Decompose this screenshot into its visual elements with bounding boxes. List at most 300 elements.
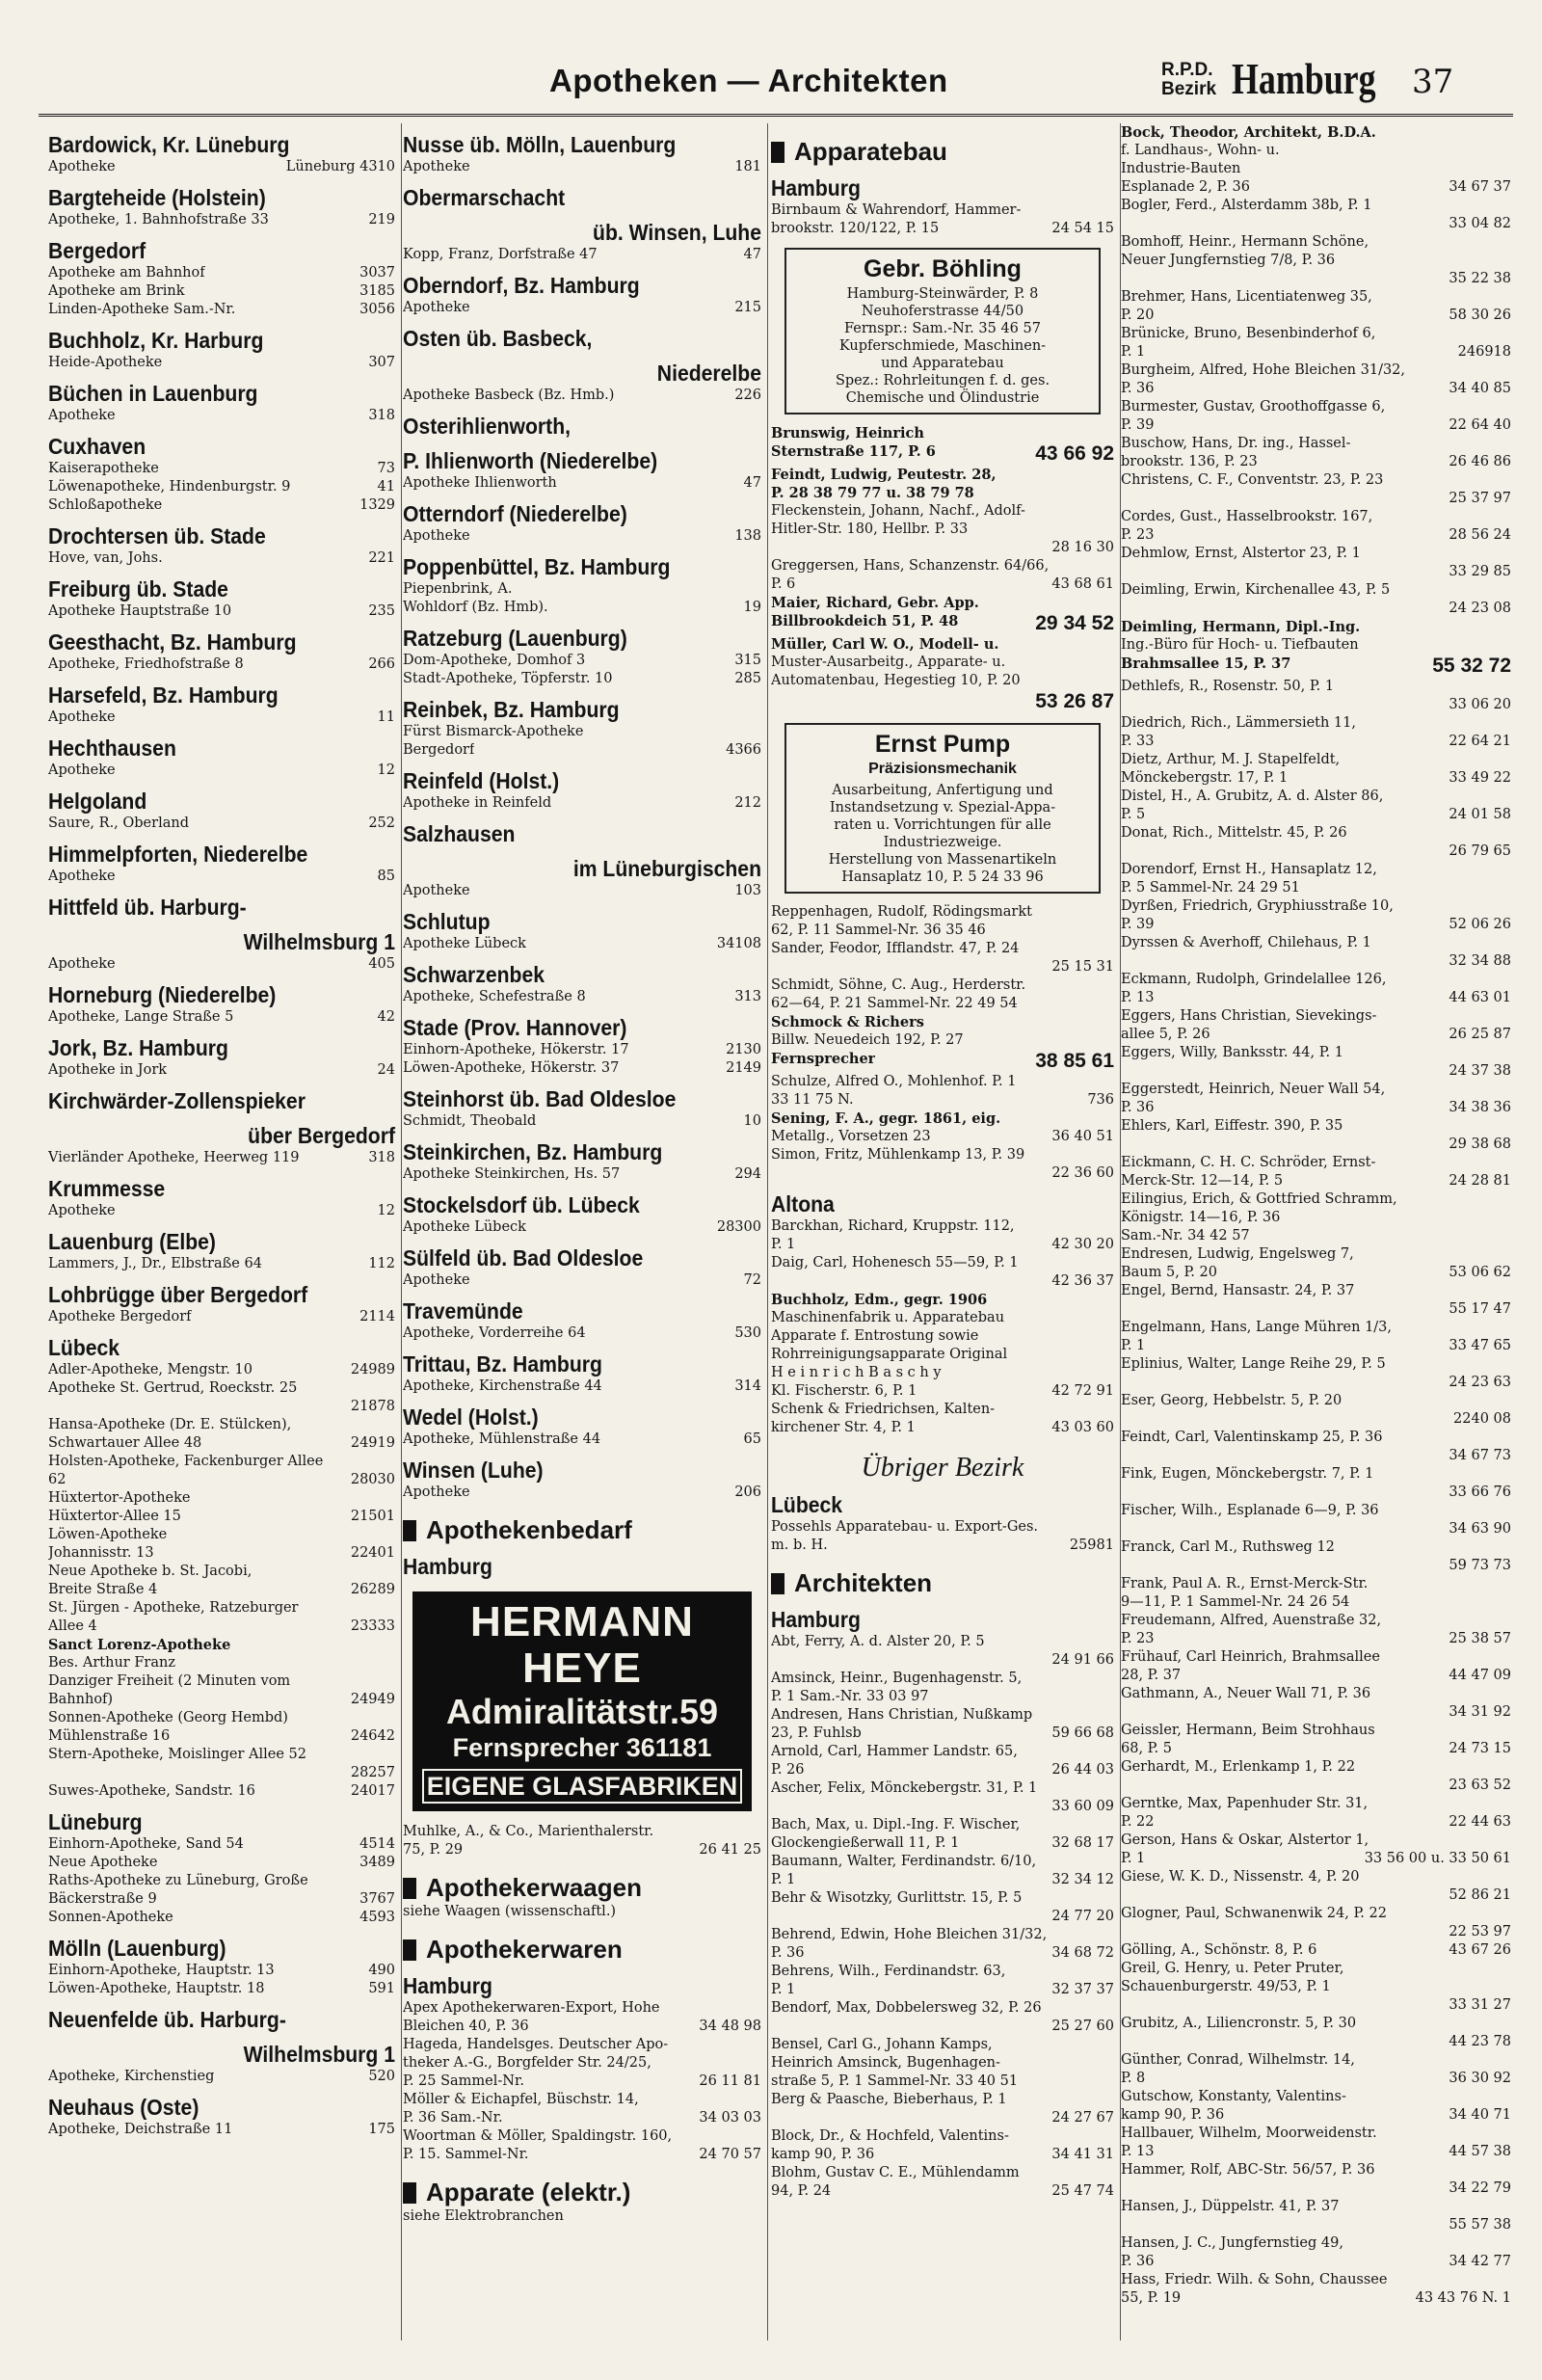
listing-line — [1121, 879, 1511, 897]
listing-line — [48, 1361, 395, 1379]
listing-text: Apotheke, Kirchenstieg — [48, 2069, 215, 2084]
listing-number — [756, 2054, 761, 2072]
listing-text: Apotheke — [403, 883, 470, 898]
listing-number: 72 — [743, 1272, 761, 1288]
listing-text: Dethlefs, R., Rosenstr. 50, P. 1 — [1121, 679, 1335, 694]
listing-text: Buschow, Hans, Dr. ing., Hassel- — [1121, 436, 1351, 451]
listing-line — [1121, 989, 1511, 1007]
listing-line — [771, 1254, 1114, 1272]
listing-number — [1505, 1832, 1511, 1850]
listing-number: 34 22 79 — [1449, 2180, 1511, 2196]
listing-text: Apotheke Ihlienworth — [403, 475, 557, 491]
listing-line — [771, 2072, 1114, 2091]
listing-number: 24 77 20 — [1051, 1909, 1114, 1924]
place-heading: Reinfeld (Holst.) — [403, 768, 560, 793]
listing-line — [1121, 971, 1511, 989]
listing-line — [771, 594, 1114, 612]
listing-number: 22 44 63 — [1449, 1814, 1511, 1830]
listing-line — [403, 580, 761, 599]
listing-line — [48, 655, 395, 674]
listing-line — [771, 1346, 1114, 1364]
listing-text: P. 36 — [1121, 1100, 1155, 1115]
listing-text: Apotheke — [48, 762, 116, 778]
listing-line — [771, 1013, 1114, 1031]
column-1 — [48, 123, 402, 2340]
listing-number: 28300 — [716, 1219, 761, 1235]
listing-number — [756, 580, 761, 599]
listing-number: 26 11 81 — [699, 2073, 761, 2089]
listing-line — [1121, 343, 1511, 361]
listing-line — [1121, 1538, 1511, 1557]
listing-number — [389, 1672, 395, 1691]
listing-text: Gerhardt, M., Erlenkamp 1, P. 22 — [1121, 1759, 1356, 1775]
listing-line — [403, 723, 761, 741]
listing-line — [771, 612, 1114, 635]
listing-number — [389, 1872, 395, 1890]
listing-number: 33 47 65 — [1449, 1338, 1511, 1353]
listing-line — [771, 1364, 1114, 1382]
listing-number: 24 23 63 — [1449, 1375, 1511, 1390]
listing-line — [1121, 1081, 1511, 1099]
listing-line — [48, 301, 395, 319]
listing-line — [1121, 1960, 1511, 1978]
listing-line — [771, 1633, 1114, 1651]
listing-number: 28 56 24 — [1449, 527, 1511, 543]
listing-line — [48, 1654, 395, 1672]
place-heading: Bargteheide (Holstein) — [48, 185, 266, 210]
listing-text: P. 1 Sam.-Nr. 33 03 97 — [771, 1689, 929, 1704]
listing-number — [1505, 1795, 1511, 1813]
listing-number — [1108, 484, 1114, 502]
listing-number: 43 67 26 — [1449, 1942, 1511, 1958]
listing-number — [1108, 1401, 1114, 1419]
listing-number: 2240 08 — [1453, 1411, 1511, 1427]
listing-text: Brünicke, Bruno, Besenbinderhof 6, — [1121, 326, 1376, 341]
listing-text: Schmock & Richers — [771, 1014, 924, 1030]
listing-number: 32 34 12 — [1051, 1872, 1114, 1887]
listing-line — [48, 1782, 395, 1801]
listing-line — [1121, 1245, 1511, 1264]
listing-text: Baumann, Walter, Ferdinandstr. 6/10, — [771, 1854, 1037, 1869]
listing-text: kamp 90, P. 36 — [1121, 2107, 1225, 2123]
listing-number: 34 67 37 — [1449, 179, 1511, 195]
listing-text: P. 39 — [1121, 917, 1155, 932]
listing-text: Raths-Apotheke zu Lüneburg, Große — [48, 1873, 308, 1888]
listing-line — [48, 1962, 395, 1980]
listing-line — [1121, 751, 1511, 769]
listing-text: kamp 90, P. 36 — [771, 2147, 875, 2162]
listing-number — [1108, 1073, 1114, 1091]
listing-number: 55 17 47 — [1449, 1301, 1511, 1317]
listing-text: P. 1 — [771, 1872, 796, 1887]
listing-line — [1121, 2125, 1511, 2143]
listing-text: Stern-Apotheke, Moislinger Allee 52 — [48, 1747, 306, 1762]
listing-number: 314 — [734, 1378, 761, 1394]
listing-number — [389, 1453, 395, 1471]
listing-text: Bensel, Carl G., Johann Kamps, — [771, 2037, 993, 2052]
place-heading: Lohbrügge über Bergedorf — [48, 1282, 308, 1307]
listing-number — [1505, 636, 1511, 655]
listing-text: H e i n r i c h B a s c h y — [771, 1365, 942, 1380]
listing-line — [1121, 733, 1511, 751]
listing-number — [1505, 1355, 1511, 1374]
listing-line — [771, 1272, 1114, 1291]
listing-number — [1108, 1688, 1114, 1706]
listing-number: 24 — [377, 1062, 395, 1078]
listing-text: Deimling, Hermann, Dipl.-Ing. — [1121, 619, 1361, 635]
listing-line — [1121, 1282, 1511, 1300]
listing-line — [48, 1544, 395, 1563]
listing-line — [1121, 1099, 1511, 1117]
listing-number — [1505, 2198, 1511, 2216]
listing-text: Sam.-Nr. 34 42 57 — [1121, 1228, 1250, 1243]
listing-number — [1108, 1926, 1114, 1944]
listing-line — [1121, 788, 1511, 806]
listing-number — [1108, 557, 1114, 575]
section-title: Apparatebau — [794, 137, 947, 166]
listing-text: Eggerstedt, Heinrich, Neuer Wall 54, — [1121, 1082, 1386, 1097]
listing-number — [1108, 2127, 1114, 2146]
listing-text: Metallg., Vorsetzen 23 — [771, 1129, 931, 1144]
listing-line — [1121, 1630, 1511, 1648]
listing-text: Esplanade 2, P. 36 — [1121, 179, 1250, 195]
listing-number: 12 — [377, 762, 395, 778]
listing-number: 43 43 76 N. 1 — [1415, 2290, 1511, 2306]
listing-line — [1121, 1410, 1511, 1429]
listing-number — [1108, 2072, 1114, 2091]
listing-line — [1121, 2051, 1511, 2070]
listing-number: 3489 — [359, 1855, 395, 1870]
place-heading: Cuxhaven — [48, 434, 146, 459]
listing-number — [1108, 672, 1114, 690]
listing-line — [1121, 842, 1511, 861]
listing-text: Burgheim, Alfred, Hohe Bleichen 31/32, — [1121, 362, 1406, 378]
listing-text: Amsinck, Heinr., Bugenhagenstr. 5, — [771, 1671, 1023, 1686]
listing-text: Apotheke — [48, 408, 116, 423]
advert-line: Neuhoferstrasse 44/50 — [861, 304, 1024, 319]
listing-number — [1108, 1309, 1114, 1327]
listing-number: 52 86 21 — [1449, 1887, 1511, 1903]
listing-number — [1505, 934, 1511, 952]
listing-line — [1121, 2161, 1511, 2179]
listing-text: Einhorn-Apotheke, Hökerstr. 17 — [403, 1042, 629, 1057]
listing-text: Dyrssen & Averhoff, Chilehaus, P. 1 — [1121, 935, 1371, 950]
listing-number: 35 22 38 — [1449, 271, 1511, 286]
place-heading: Hamburg — [403, 1973, 492, 1998]
listing-text: Fernsprecher — [771, 1051, 876, 1067]
listing-text: Johannisstr. 13 — [48, 1545, 154, 1561]
listing-text: Hüxtertor-Apotheke — [48, 1490, 191, 1506]
place-heading: P. Ihlienworth (Niederelbe) — [403, 448, 658, 473]
listing-text: Günther, Conrad, Wilhelmstr. 14, — [1121, 2052, 1355, 2068]
listing-line — [48, 460, 395, 478]
listing-line — [771, 502, 1114, 521]
listing-number — [1505, 197, 1511, 215]
listing-line — [48, 1563, 395, 1581]
listing-number: 26 44 03 — [1051, 1762, 1114, 1778]
listing-line — [1121, 178, 1511, 197]
listing-line — [1121, 1813, 1511, 1832]
listing-text: Dyrßen, Friedrich, Gryphiusstraße 10, — [1121, 898, 1394, 914]
listing-text: Sonnen-Apotheke — [48, 1910, 173, 1925]
listing-line — [403, 670, 761, 688]
listing-text: Mönckebergstr. 17, P. 1 — [1121, 770, 1289, 786]
section-square-icon — [403, 1939, 416, 1961]
listing-line — [48, 1149, 395, 1167]
section-heading — [403, 1935, 761, 1965]
listing-line — [1121, 1465, 1511, 1484]
place-heading: Neuenfelde üb. Harburg- — [48, 2007, 286, 2032]
listing-line — [48, 282, 395, 301]
listing-number: 1329 — [359, 497, 395, 513]
listing-line — [403, 1999, 761, 2018]
listing-text: Apotheke — [48, 709, 116, 725]
listing-text: Diedrich, Rich., Lämmersieth 11, — [1121, 715, 1356, 731]
listing-number — [1108, 1364, 1114, 1382]
listing-text: Apotheke Hauptstraße 10 — [48, 603, 232, 619]
place-heading: Hamburg — [771, 1607, 861, 1632]
listing-number — [756, 1999, 761, 2018]
listing-text: Hass, Friedr. Wilh. & Sohn, Chaussee — [1121, 2272, 1388, 2287]
place-heading: Freiburg üb. Stade — [48, 576, 228, 602]
advert-line: Industriezweige. — [883, 835, 1002, 850]
listing-line — [48, 1980, 395, 1998]
listing-number: 22401 — [350, 1545, 395, 1561]
listing-text: Adler-Apotheke, Mengstr. 10 — [48, 1362, 253, 1377]
place-heading: Travemünde — [403, 1298, 523, 1324]
listing-line — [48, 2068, 395, 2086]
place-heading: Steinhorst üb. Bad Oldesloe — [403, 1086, 677, 1111]
listing-text: Heide-Apotheke — [48, 355, 163, 370]
place-heading: Ratzeburg (Lauenburg) — [403, 626, 627, 651]
listing-text: P. 36 — [771, 1945, 805, 1961]
listing-line — [771, 1889, 1114, 1908]
listing-line — [771, 1291, 1114, 1309]
listing-line — [771, 1050, 1114, 1073]
listing-number: 36 40 51 — [1051, 1129, 1114, 1144]
listing-number — [1108, 466, 1114, 484]
listing-line — [1121, 934, 1511, 952]
listing-number: 34 68 72 — [1051, 1945, 1114, 1961]
listing-number — [1108, 1963, 1114, 1981]
listing-line — [771, 1031, 1114, 1050]
listing-line — [403, 1059, 761, 1078]
listing-line — [1121, 824, 1511, 842]
listing-number — [1505, 1154, 1511, 1172]
listing-line — [771, 521, 1114, 539]
listing-line — [1121, 1190, 1511, 1209]
listing-line — [403, 882, 761, 900]
listing-text: Lammers, J., Dr., Elbstraße 64 — [48, 1256, 262, 1271]
listing-line — [771, 1908, 1114, 1926]
listing-number: 22 36 60 — [1051, 1165, 1114, 1181]
listing-number — [1505, 160, 1511, 178]
listing-number — [1505, 788, 1511, 806]
listing-number: 24 70 57 — [699, 2147, 761, 2162]
listing-line — [1121, 2216, 1511, 2234]
listing-number: 25 15 31 — [1051, 959, 1114, 975]
listing-number: 42 36 37 — [1051, 1273, 1114, 1289]
listing-text: Behr & Wisotzky, Gurlittstr. 15, P. 5 — [771, 1890, 1023, 1906]
listing-line — [1121, 160, 1511, 178]
listing-line — [1121, 769, 1511, 788]
place-heading: Mölln (Lauenburg) — [48, 1936, 226, 1961]
listing-number: 33 60 09 — [1051, 1799, 1114, 1814]
listing-line — [1121, 2070, 1511, 2088]
listing-line — [48, 1471, 395, 1489]
listing-text: P. 1 — [1121, 344, 1146, 360]
listing-line — [1121, 1355, 1511, 1374]
listing-text: Fürst Bismarck-Apotheke — [403, 724, 584, 739]
listing-number: 26 79 65 — [1449, 843, 1511, 859]
listing-number: 2114 — [359, 1309, 395, 1324]
listing-text: Piepenbrink, A. — [403, 581, 513, 597]
listing-text: Apotheke in Reinfeld — [403, 795, 552, 811]
listing-line — [1121, 1557, 1511, 1575]
listing-text: Apotheke St. Gertrud, Roeckstr. 25 — [48, 1380, 298, 1396]
advert-line: Fernspr.: Sam.-Nr. 35 46 57 — [844, 321, 1041, 336]
listing-number — [1108, 594, 1114, 612]
listing-number: 28 16 30 — [1051, 540, 1114, 555]
listing-number — [1505, 508, 1511, 526]
listing-text: Einhorn-Apotheke, Sand 54 — [48, 1836, 244, 1852]
listing-line — [403, 2146, 761, 2164]
listing-number — [389, 1599, 395, 1618]
listing-text: Apotheke — [403, 1484, 470, 1500]
listing-text: P. 15. Sammel-Nr. — [403, 2147, 529, 2162]
listing-line — [1121, 197, 1511, 215]
listing-line — [771, 1688, 1114, 1706]
listing-text: Brahmsallee 15, P. 37 — [1121, 655, 1291, 672]
listing-number — [389, 1654, 395, 1672]
listing-number — [756, 2036, 761, 2054]
listing-line — [771, 2127, 1114, 2146]
listing-text: Apotheke in Jork — [48, 1062, 168, 1078]
listing-text: St. Jürgen - Apotheke, Ratzeburger — [48, 1600, 299, 1616]
listing-number — [1505, 1978, 1511, 1996]
listing-text: P. 36 Sam.-Nr. — [403, 2110, 503, 2126]
listing-text: Apotheke — [403, 159, 470, 174]
listing-number — [1505, 1538, 1511, 1557]
listing-line — [48, 407, 395, 425]
listing-number: 33 29 85 — [1449, 564, 1511, 579]
listing-text: Cordes, Gust., Hasselbrookstr. 167, — [1121, 509, 1373, 524]
listing-text: Hammer, Rolf, ABC-Str. 56/57, P. 36 — [1121, 2162, 1375, 2178]
place-heading: üb. Winsen, Luhe — [593, 220, 761, 245]
listing-text: Hansen, J. C., Jungfernstieg 49, — [1121, 2235, 1343, 2251]
listing-number: 24 91 66 — [1051, 1652, 1114, 1668]
listing-text: Schenk & Friedrichsen, Kalten- — [771, 1402, 996, 1417]
listing-line — [403, 158, 761, 176]
advert-address: Admiralitätstr.59 — [445, 1692, 719, 1731]
listing-number — [1108, 654, 1114, 672]
listing-text: Hitler-Str. 180, Hellbr. P. 33 — [771, 521, 969, 537]
listing-text: Möller & Eichapfel, Büschstr. 14, — [403, 2092, 639, 2107]
listing-number — [389, 1526, 395, 1544]
page-number: 37 — [1412, 63, 1454, 101]
listing-text: Simon, Fritz, Mühlenkamp 13, P. 39 — [771, 1147, 1025, 1163]
column-4 — [1121, 123, 1511, 2308]
listing-number — [1505, 471, 1511, 490]
listing-text: Billbrookdeich 51, P. 48 — [771, 613, 959, 629]
listing-number — [1505, 1245, 1511, 1264]
listing-line — [1121, 1136, 1511, 1154]
listing-text: Apotheke — [403, 528, 470, 544]
listing-line — [1121, 2198, 1511, 2216]
listing-number: 4514 — [359, 1836, 395, 1852]
listing-text: Bomhoff, Heinr., Hermann Schöne, — [1121, 234, 1369, 250]
listing-text: P. 20 — [1121, 308, 1155, 323]
listing-number: 34 38 36 — [1449, 1100, 1511, 1115]
listing-line — [403, 741, 761, 760]
section-heading — [403, 1515, 761, 1545]
place-heading: Lübeck — [48, 1335, 120, 1360]
listing-text: Glockengießerwall 11, P. 1 — [771, 1835, 960, 1851]
listing-text: Abt, Ferry, A. d. Alster 20, P. 5 — [771, 1634, 985, 1649]
listing-line — [1121, 270, 1511, 288]
listing-line — [403, 1823, 761, 1841]
listing-number — [1505, 971, 1511, 989]
listing-text: Apotheke am Brink — [48, 283, 185, 299]
listing-number — [1505, 1429, 1511, 1447]
listing-text: m. b. H. — [771, 1538, 828, 1553]
listing-line — [771, 2164, 1114, 2182]
listing-line — [1121, 2271, 1511, 2289]
listing-text: 62 — [48, 1472, 66, 1487]
advert-phone: Fernsprecher 361181 — [452, 1733, 712, 1762]
listing-line — [771, 1816, 1114, 1834]
listing-text: Holsten-Apotheke, Fackenburger Allee — [48, 1454, 324, 1469]
listing-line — [1121, 2179, 1511, 2198]
listing-text: brookstr. 120/122, P. 15 — [771, 221, 940, 236]
listing-line — [1121, 361, 1511, 380]
listing-text: straße 5, P. 1 Sammel-Nr. 33 40 51 — [771, 2073, 1019, 2089]
listing-line — [403, 1041, 761, 1059]
listing-number — [1108, 1853, 1114, 1871]
listing-text: Apotheke Lübeck — [403, 1219, 526, 1235]
listing-number — [1505, 123, 1511, 142]
listing-line — [1121, 1044, 1511, 1062]
advert-tagline: EIGENE GLASFABRIKEN — [422, 1769, 742, 1804]
place-heading: Nusse üb. Mölln, Lauenburg — [403, 132, 677, 157]
listing-number: 24017 — [350, 1783, 395, 1799]
listing-text: Gölling, A., Schönstr. 8, P. 6 — [1121, 1942, 1317, 1958]
listing-line — [1121, 1593, 1511, 1612]
listing-number — [1108, 1254, 1114, 1272]
listing-text: Eggers, Willy, Banksstr. 44, P. 1 — [1121, 1045, 1343, 1060]
listing-line — [771, 1761, 1114, 1779]
listing-number: 25 37 97 — [1449, 491, 1511, 506]
place-heading: Lübeck — [771, 1492, 843, 1517]
listing-text: 28, P. 37 — [1121, 1668, 1182, 1683]
listing-number: 24 23 08 — [1449, 601, 1511, 616]
listing-line — [1121, 1319, 1511, 1337]
listing-text: 33 11 75 N. — [771, 1092, 854, 1108]
listing-line — [1121, 1264, 1511, 1282]
listing-text: Apotheke — [403, 300, 470, 315]
listing-text: Feindt, Carl, Valentinskamp 25, P. 36 — [1121, 1430, 1383, 1445]
listing-number: 34 40 85 — [1449, 381, 1511, 396]
listing-line — [1121, 416, 1511, 435]
advert-line: Instandsetzung v. Spezial-Appa- — [829, 800, 1056, 816]
listing-line — [48, 815, 395, 833]
listing-line — [771, 940, 1114, 958]
listing-number: 28257 — [350, 1765, 395, 1780]
listing-number: 42 — [377, 1009, 395, 1025]
listing-text: Sternstraße 117, P. 6 — [771, 443, 936, 460]
listing-number — [1108, 1743, 1114, 1761]
listing-number — [1505, 1612, 1511, 1630]
